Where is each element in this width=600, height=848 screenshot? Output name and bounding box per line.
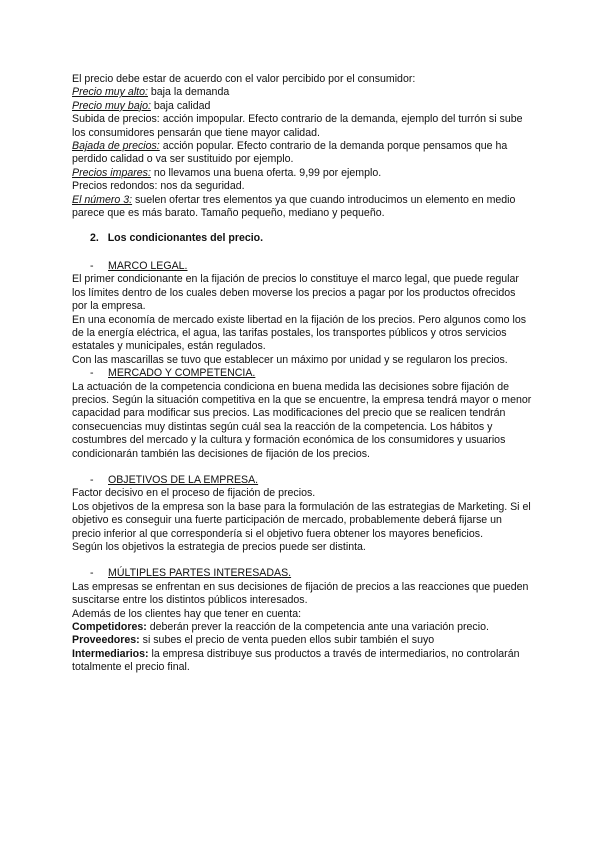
mercado-title: MERCADO Y COMPETENCIA. [108,367,256,380]
redondos-paragraph: Precios redondos: nos da seguridad. [72,180,245,193]
subsection-heading-mercado [72,367,532,380]
precio-bajo-line [72,100,532,113]
impares-label: Precios impares: [72,166,151,179]
competidores-label: Competidores: [72,621,147,634]
impares-paragraph [72,167,532,180]
objetivos-paragraph-3: Según los objetivos la estrategia de precios puede ser distinta. [72,541,366,553]
dash-bullet: - [90,259,94,272]
proveedores-text: si subes el precio de venta pueden ellos subir también el suyo [139,634,435,647]
marco-paragraph-1: El primer condicionante en la fijación de precios lo constituye el marco legal, que puede regular los límites dentro de los cuales deben moverse los precios a pagar por los productos ofrecidos por la empresa. [72,273,519,313]
bajada-text: acción popular. Efecto contrario de la demanda porque pensamos que ha perdido calidad o va ser sustituido por ejemplo. [72,140,508,166]
objetivos-title: OBJETIVOS DE LA EMPRESA. [108,473,259,486]
precio-alto-text: baja la demanda [147,86,230,99]
intermediarios-label: Intermediarios: [72,647,149,660]
marco-title: MARCO LEGAL. [108,259,188,272]
subida-paragraph: Subida de precios: acción impopular. Efecto contrario de la demanda, ejemplo del turrón si sube los consumidores pensarán que tiene mayor calidad. [72,113,523,139]
bajada-paragraph [72,140,532,167]
precio-bajo-text: baja calidad [150,99,211,112]
dash-bullet: - [90,367,94,380]
numero-3-paragraph [72,194,532,221]
impares-text: no llevamos una buena oferta. 9,99 por ejemplo. [150,166,382,179]
proveedores-line [72,634,532,647]
intro-line: El precio debe estar de acuerdo con el valor percibido por el consumidor: [72,73,416,85]
subsection-heading-multiples [72,567,532,580]
objetivos-paragraph-1: Factor decisivo en el proceso de fijación de precios. [72,487,316,500]
precio-bajo-label: Precio muy bajo: [72,99,151,112]
subsection-heading-objetivos [72,474,532,487]
multiples-paragraph-2: Además de los clientes hay que tener en cuenta: [72,607,302,620]
spacer [72,461,532,474]
document-page [72,73,532,675]
marco-paragraph-2: En una economía de mercado existe libertad en la fijación de los precios. Pero algunos como los de la energía eléctrica, el agua, las tarifas postales, los transportes públicos y otros servicios estatales y municipales, están regulados. [72,313,527,353]
section-title: Los condicionantes del precio. [107,232,264,245]
precio-alto-label: Precio muy alto: [72,86,148,99]
intermediarios-text: la empresa distribuye sus productos a través de intermediarios, no controlarán totalmente el precio final. [72,647,520,674]
proveedores-label: Proveedores: [72,634,140,647]
section-number: 2. [90,232,99,245]
dash-bullet: - [90,473,94,486]
objetivos-paragraph-2: Los objetivos de la empresa son la base para la formulación de las estrategias de Marketing. Si el objetivo es conseguir una fuerte participación de mercado, probablemente deberá fijarse un precio inferior al que correspondería si el objetivo fuera obtener los mayores beneficios. [72,500,531,540]
numero-3-text: suelen ofertar tres elementos ya que cuando introducimos un elemento en medio parece que es más barato. Tamaño pequeño, mediano y pequeño. [72,193,516,220]
dash-bullet: - [90,567,94,580]
intermediarios-line [72,648,532,675]
competidores-line [72,621,532,634]
multiples-paragraph-1: Las empresas se enfrentan en sus decisiones de fijación de precios a las reacciones que pueden suscitarse entre los distintos públicos interesados. [72,580,529,607]
spacer [72,554,532,567]
section-heading [72,232,532,245]
multiples-title: MÚLTIPLES PARTES INTERESADAS. [108,567,292,580]
subsection-heading-marco [72,260,532,273]
precio-alto-line [72,86,532,99]
bajada-label: Bajada de precios: [72,140,160,153]
marco-paragraph-3: Con las mascarillas se tuvo que establecer un máximo por unidad y se regularon los precios. [72,353,508,366]
numero-3-label: El número 3: [72,193,133,206]
mercado-paragraph-1: La actuación de la competencia condiciona en buena medida las decisiones sobre fijación de precios. Según la situación competitiva en la que se encuentre, la empresa tendrá mayor o menor capacidad para modificar sus precios. Las modificaciones del precio que se realicen tendrán consecuencias muy distintas según cuál sea la reacción de la competencia. Los hábitos y costumbres del mercado y la cultura y formación económica de los consumidores y usuarios condicionarán también las decisiones de fijación de los precios. [72,380,532,460]
competidores-text: deberán prever la reacción de la competencia ante una variación precio. [146,621,489,634]
